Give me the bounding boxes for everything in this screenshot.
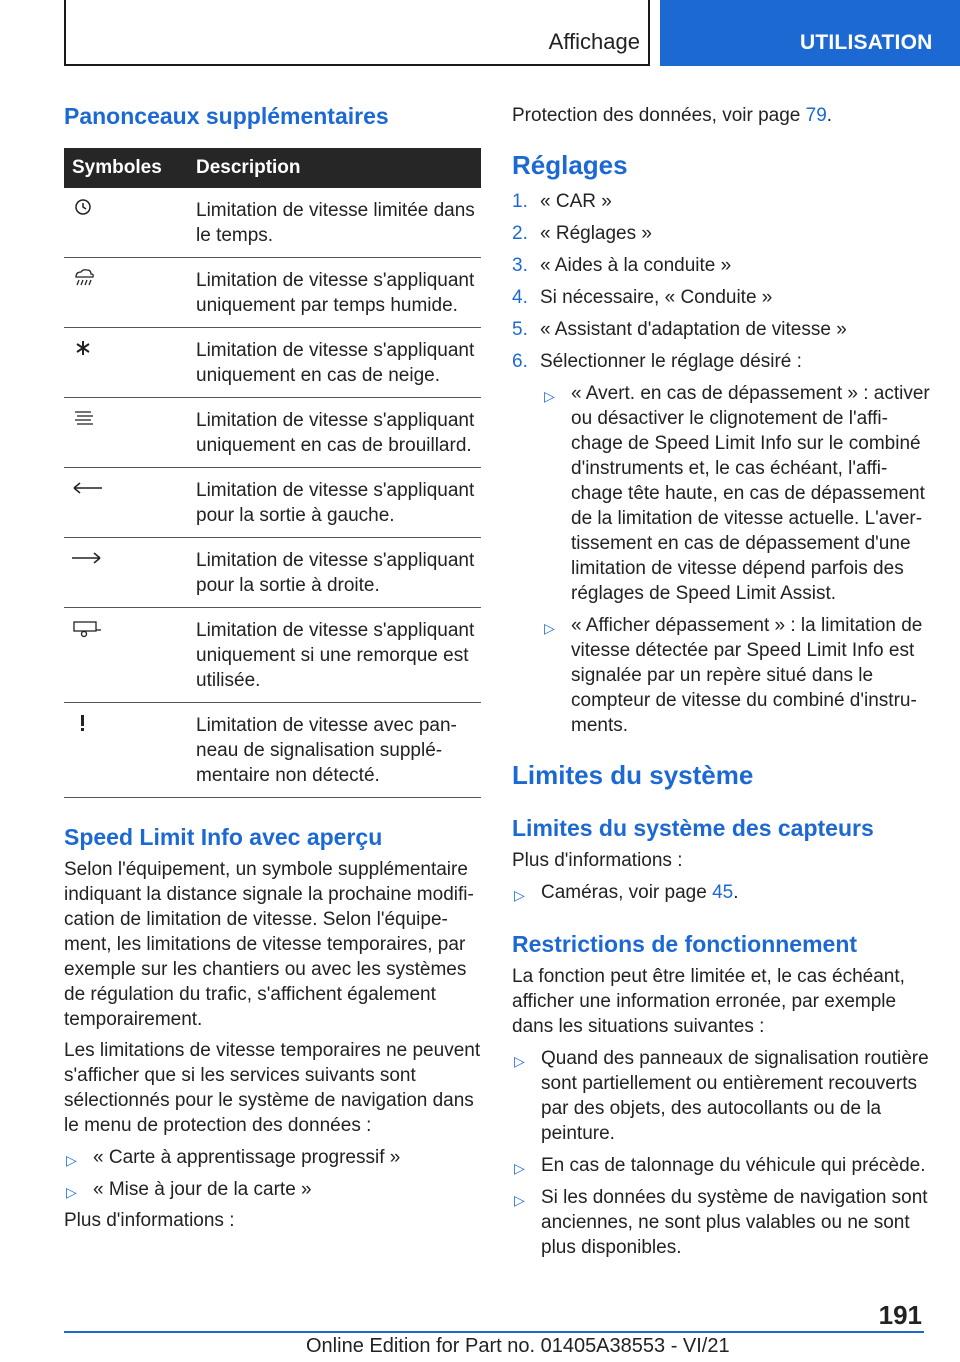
header-chapter-box (660, 0, 960, 66)
table-row (64, 328, 481, 398)
list-item: ▷ « Mise à jour de la carte » (64, 1177, 481, 1202)
list-item: 6. Sélectionner le réglage désiré : ▷ « Avert. en cas de dépassement » : activer ou désactiver le clignotement de l'affichage de Speed Limit Info sur le combiné d'instruments et, le cas échéant, l'affichage tête haute, en cas de dépassement de la limitation de vitesse actuelle. L'avertissement en cas de dépassement d'une limitation de vitesse dépend parfois des réglages de Speed Limit Assist. ▷ « Afficher dépassement » : la limitation de vitesse détectée par Speed Limit Info est signalée par un repère situé dans le compteur de vitesse du combiné d'instruments. (512, 349, 932, 738)
speed-paragraph-2: Les limitations de vitesse temporaires ne peuvent s'afficher que si les services suivants sont sélectionnés pour le système de navigation dans le menu de protection des données : (64, 1040, 481, 1136)
table-heading: Panonceaux supplémentaires (64, 103, 389, 129)
table-row-desc: Limitation de vitesse limitée dans le temps. (196, 188, 481, 258)
list-item: ▷ Si les données du système de navigation sont anciennes, ne sont plus valables ou ne sont plus disponibles. (514, 1187, 928, 1258)
list-item: 1. « CAR » (512, 191, 612, 212)
triangle-bullet-icon: ▷ (514, 887, 525, 903)
table-row (64, 258, 481, 328)
symbols-table (64, 148, 481, 798)
list-item: ▷ Caméras, voir page 45. (512, 880, 932, 905)
list-item: ▷ « Afficher dépassement » : la limitation de vitesse détectée par Speed Limit Info est signalée par un repère situé dans le compteur de vitesse du combiné d'instruments. (544, 615, 923, 736)
settings-steps (512, 189, 932, 738)
list-item: ▷ « Avert. en cas de dépassement » : activer ou désactiver le clignotement de l'affichage de Speed Limit Info sur le combiné d'instruments et, le cas échéant, l'affichage tête haute, en cas de dépassement de la limitation de vitesse actuelle. L'avertissement en cas de dépassement d'une limitation de vitesse dépend parfois des réglages de Speed Limit Assist. (544, 383, 930, 604)
arrow-right-icon (72, 548, 102, 570)
page-link-79[interactable]: 79 (805, 105, 827, 126)
limites-heading: Limites du système (512, 760, 754, 790)
snowflake-icon (72, 338, 102, 360)
reglages-heading: Réglages (512, 150, 628, 180)
list-item: ▷ Quand des panneaux de signalisation routière sont partiellement ou entièrement recouverts par des objets, des autocollants ou de la peinture. (514, 1048, 929, 1144)
list-item: 3. « Aides à la conduite » (512, 255, 732, 276)
list-item: 5. « Assistant d'adaptation de vitesse » (512, 319, 847, 340)
fog-icon (72, 408, 102, 430)
triangle-bullet-icon: ▷ (544, 388, 555, 404)
edition-text: Online Edition for Part no. 01405A38553 - VI/21 (306, 1335, 730, 1357)
table-row (64, 468, 481, 538)
triangle-bullet-icon: ▷ (66, 1184, 77, 1200)
protection-line: Protection des données, voir page 79. (512, 105, 833, 126)
trailer-icon (72, 618, 102, 640)
cameras-list (512, 880, 932, 905)
table-row-desc: Limitation de vitesse s'appliquant pour la sortie à gauche. (196, 468, 481, 538)
page-number: 191 (878, 1300, 922, 1330)
triangle-bullet-icon: ▷ (514, 1192, 525, 1208)
exclamation-icon (72, 713, 102, 735)
header-section-box (64, 0, 650, 66)
restrictions-intro: La fonction peut être limitée et, le cas échéant, afficher une information erronée, par exemple dans les situations suivantes : (512, 966, 905, 1037)
restrictions-heading: Restrictions de fonctionnement (512, 931, 858, 957)
sub-options-list (542, 381, 932, 738)
list-item: 4. Si nécessaire, « Conduite » (512, 287, 773, 308)
triangle-bullet-icon: ▷ (66, 1152, 77, 1168)
left-column (64, 100, 481, 1233)
triangle-bullet-icon: ▷ (544, 620, 555, 636)
table-row-desc: Limitation de vitesse s'appliquant uniquement en cas de brouillard. (196, 398, 481, 468)
capteurs-more-info: Plus d'informations : (512, 850, 683, 871)
table-row-desc: Limitation de vitesse s'appliquant uniquement en cas de neige. (196, 328, 481, 398)
chapter-title: UTILISATION (800, 31, 933, 54)
rain-icon (72, 268, 102, 290)
list-item: 2. « Réglages » (512, 223, 652, 244)
triangle-bullet-icon: ▷ (514, 1160, 525, 1176)
speed-limit-heading: Speed Limit Info avec aperçu (64, 824, 383, 850)
table-header-description: Description (196, 148, 481, 188)
table-row-desc: Limitation de vitesse s'appliquant pour la sortie à droite. (196, 538, 481, 608)
more-info-text: Plus d'informations : (64, 1210, 235, 1231)
footer-divider (64, 1331, 924, 1333)
table-row-desc: Limitation de vitesse avec panneau de signalisation supplémentaire non détecté. (196, 703, 481, 798)
right-column (512, 100, 932, 1260)
table-row (64, 398, 481, 468)
restrictions-list (512, 1046, 932, 1260)
table-row-desc: Limitation de vitesse s'appliquant uniquement par temps humide. (196, 258, 481, 328)
table-row (64, 538, 481, 608)
arrow-left-icon (72, 478, 102, 500)
list-item: ▷ « Carte à apprentissage progressif » (64, 1145, 481, 1170)
clock-icon (72, 198, 102, 220)
triangle-bullet-icon: ▷ (514, 1053, 525, 1069)
capteurs-heading: Limites du système des capteurs (512, 815, 874, 841)
table-row (64, 703, 481, 798)
page-link-45[interactable]: 45 (712, 882, 734, 903)
table-row (64, 188, 481, 258)
table-header-symbols: Symboles (64, 148, 196, 188)
section-title: Affichage (548, 29, 640, 54)
speed-paragraph-1: Selon l'équipement, un symbole supplémentaire indiquant la distance signale la prochaine modification de limitation de vitesse. Selon l'équipement, les limitations de vitesse temporaires, par exemple sur les chantiers ou avec les systèmes de régulation du trafic, s'affichent également temporairement. (64, 859, 474, 1030)
table-row-desc: Limitation de vitesse s'appliquant uniquement si une remorque est utilisée. (196, 608, 481, 703)
services-list (64, 1145, 481, 1202)
table-row (64, 608, 481, 703)
list-item: ▷ En cas de talonnage du véhicule qui précède. (512, 1153, 932, 1178)
